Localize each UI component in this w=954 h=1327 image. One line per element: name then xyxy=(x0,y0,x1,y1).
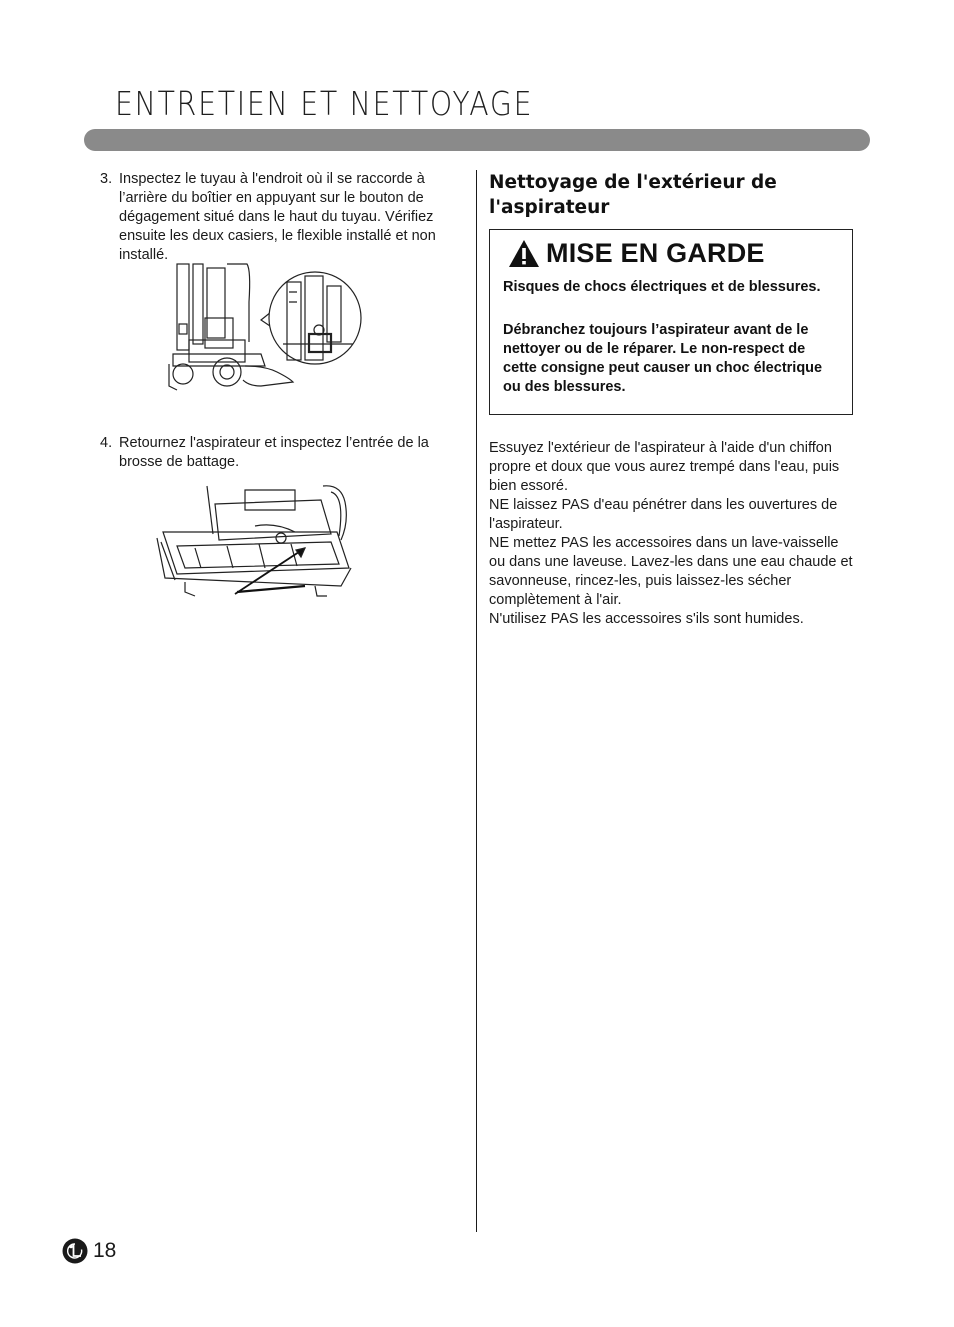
instruction-paragraph: NE mettez PAS les accessoires dans un lave-vaisselle ou dans une laveuse. Lavez-les dans une eau chaude et savonneuse, rincez-les, puis laissez-les sécher complètement à l'air. xyxy=(489,535,853,608)
instruction-paragraph: N'utilisez PAS les accessoires s'ils sont humides. xyxy=(489,611,804,627)
page-title: ENTRETIEN ET NETTOYAGE xyxy=(115,84,534,123)
caution-paragraph: Débranchez toujours l’aspirateur avant de le nettoyer ou de le réparer. Le non-respect de cette consigne peut causer un choc électrique ou des blessures. xyxy=(503,322,823,395)
page-number: 18 xyxy=(93,1239,117,1262)
caution-header xyxy=(508,238,765,269)
caution-box xyxy=(489,229,853,415)
step-4 xyxy=(100,434,466,472)
brush-inlet-illustration xyxy=(155,482,367,606)
title-bar xyxy=(84,129,870,151)
step-3 xyxy=(100,170,466,265)
warning-triangle-icon xyxy=(508,239,540,269)
section-heading: Nettoyage de l'extérieur de l'aspirateur xyxy=(489,172,777,218)
hose-connection-illustration xyxy=(165,262,365,394)
instruction-paragraph: NE laissez PAS d'eau pénétrer dans les ouvertures de l'aspirateur. xyxy=(489,497,838,532)
step-number: 4. xyxy=(100,435,113,451)
lg-logo-icon xyxy=(62,1238,88,1264)
step-number: 3. xyxy=(100,171,113,187)
step-text: Retournez l'aspirateur et inspectez l’entrée de la brosse de battage. xyxy=(119,435,429,470)
caution-title: MISE EN GARDE xyxy=(546,238,765,268)
instruction-paragraph: Essuyez l'extérieur de l'aspirateur à l'aide d'un chiffon propre et doux que vous aurez trempé dans l'eau, puis bien essoré. xyxy=(489,440,840,494)
cleaning-instructions xyxy=(489,439,857,629)
step-text: Inspectez le tuyau à l'endroit où il se raccorde à l’arrière du boîtier en appuyant sur le bouton de dégagement situé dans le haut du tuyau. Vérifiez ensuite les deux casiers, le flexible installé et non installé. xyxy=(119,171,436,263)
page-footer xyxy=(62,1238,116,1264)
column-divider xyxy=(476,170,477,1232)
caution-paragraph: Risques de chocs électriques et de blessures. xyxy=(503,279,821,295)
